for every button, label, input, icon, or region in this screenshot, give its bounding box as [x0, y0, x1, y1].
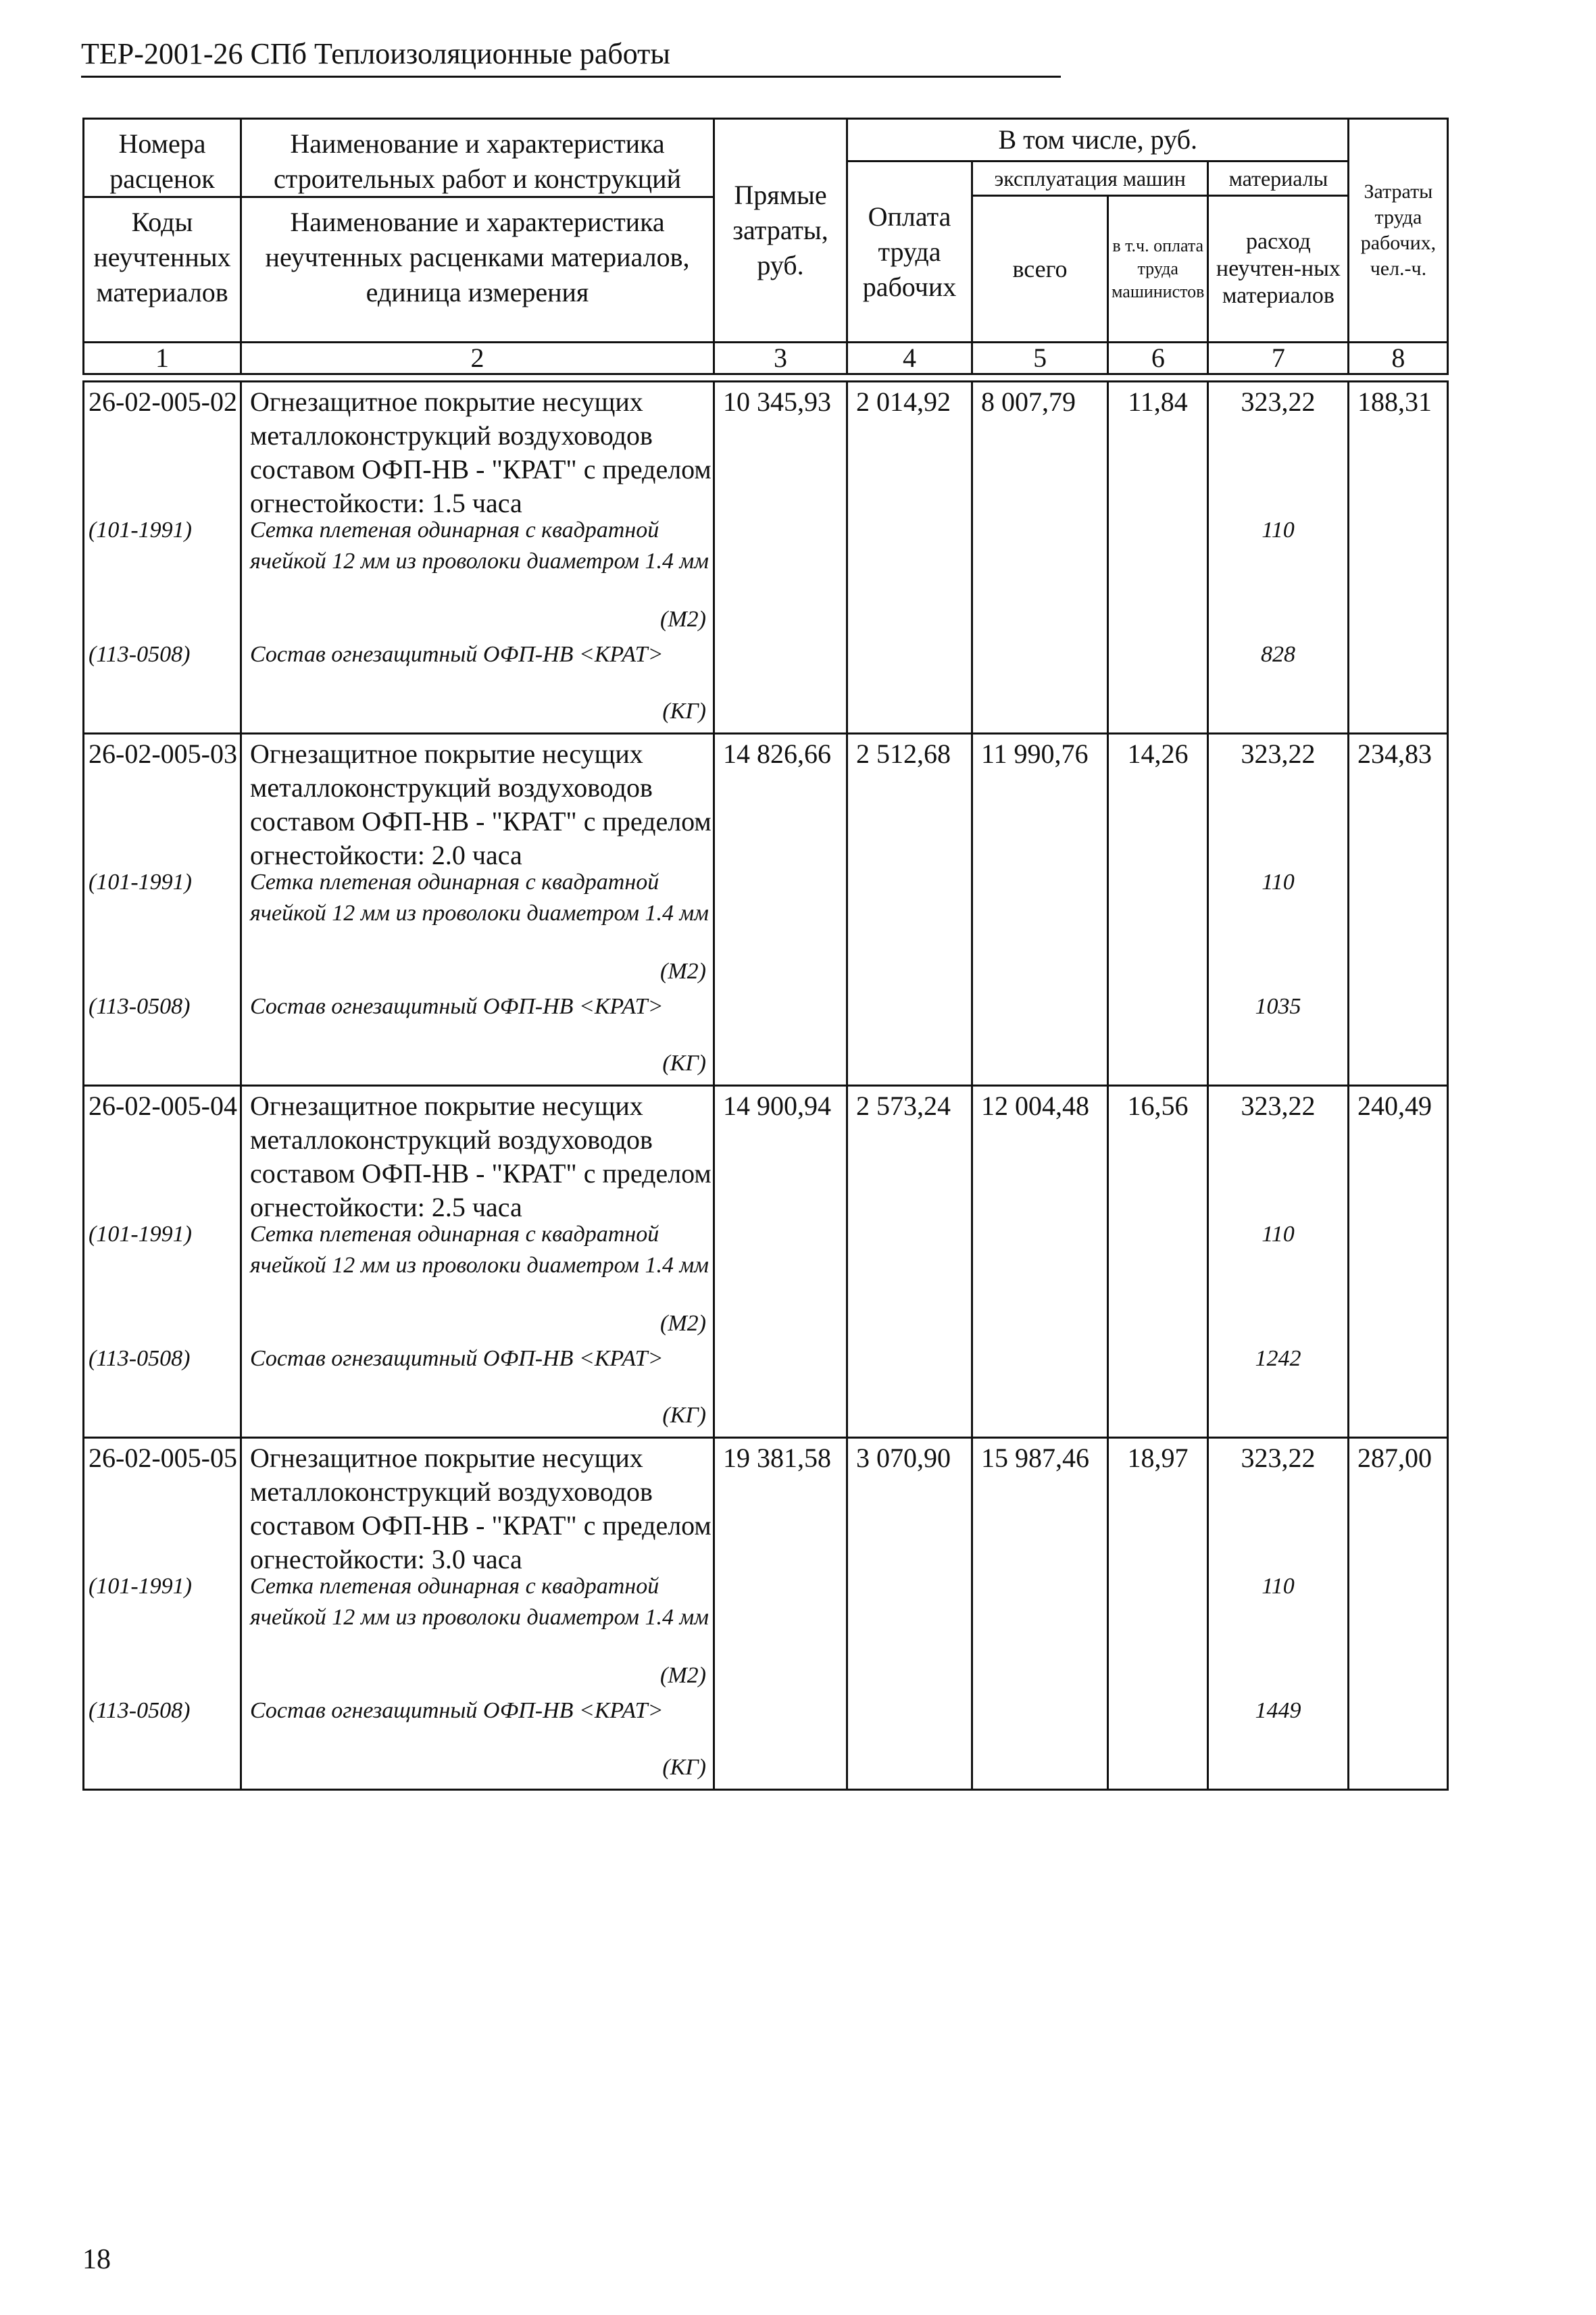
code-cell: [84, 734, 241, 1086]
material-qty: 1449: [1255, 1698, 1301, 1723]
labor-hours-cell: [1349, 734, 1448, 1086]
code-cell: [84, 382, 241, 734]
materials-cost: 323,22: [1241, 1443, 1316, 1473]
material-name: Состав огнезащитный ОФП-НВ <КРАТ>: [250, 994, 664, 1019]
material-unit: (КГ): [662, 1755, 706, 1780]
labor-hours: 188,31: [1357, 387, 1432, 417]
header-number-7: 7: [1208, 343, 1349, 374]
machinists-pay: 11,84: [1128, 387, 1188, 417]
machinists-pay: 18,97: [1127, 1443, 1189, 1473]
material-name: Состав огнезащитный ОФП-НВ <КРАТ>: [250, 1346, 664, 1371]
machinists-pay: 16,56: [1127, 1091, 1189, 1121]
material-qty: 1242: [1255, 1346, 1301, 1371]
table-row: [84, 1086, 1448, 1438]
labor-hours: 234,83: [1357, 739, 1432, 769]
material-name: Сетка плетеная одинарная с квадратной ячейкой 12 мм из проволоки диаметром 1.4 мм: [250, 1574, 709, 1630]
labor-pay-cell: [847, 382, 972, 734]
machines-total: 11 990,76: [981, 739, 1089, 769]
header-col2-bottom: Наименование и характеристика неучтенных расценками материалов, единица измерения: [265, 207, 690, 307]
material-code: (113-0508): [89, 994, 191, 1019]
labor-hours-cell: [1349, 1438, 1448, 1790]
machines-total: 15 987,46: [981, 1443, 1089, 1473]
machines-total-cell: [972, 734, 1108, 1086]
machinists-pay-cell: [1108, 1086, 1208, 1438]
header-group-label: В том числе, руб.: [847, 119, 1349, 161]
header-materials: [1208, 161, 1349, 343]
machinists-pay-cell: [1108, 734, 1208, 1086]
material-name: Состав огнезащитный ОФП-НВ <КРАТ>: [250, 1698, 664, 1723]
material-name: Сетка плетеная одинарная с квадратной ячейкой 12 мм из проволоки диаметром 1.4 мм: [250, 870, 709, 926]
name-cell: [241, 734, 714, 1086]
direct-costs-cell: [714, 1438, 847, 1790]
materials-cost-cell: [1208, 382, 1349, 734]
machinists-pay-cell: [1108, 1438, 1208, 1790]
material-code: (101-1991): [89, 1574, 192, 1599]
header-col6: в т.ч. оплата труда машинистов: [1112, 236, 1205, 301]
header-machines: [972, 161, 1208, 343]
work-name: Огнезащитное покрытие несущих металлоконструкций воздуховодов составом ОФП-НВ - "КРАТ" с пределом огнестойкости: 3.0 часа: [250, 1443, 712, 1574]
material-unit: (КГ): [662, 1403, 706, 1428]
material-code: (113-0508): [89, 1346, 191, 1371]
labor-pay-cell: [847, 1086, 972, 1438]
table-row: [84, 734, 1448, 1086]
material-code: (101-1991): [89, 518, 192, 543]
labor-pay: 2 573,24: [856, 1091, 951, 1121]
materials-cost: 323,22: [1241, 1091, 1316, 1121]
code-cell: [84, 1438, 241, 1790]
material-code: (101-1991): [89, 870, 192, 895]
rate-code: 26-02-005-03: [89, 739, 237, 769]
machines-total-cell: [972, 1438, 1108, 1790]
material-unit: (КГ): [662, 699, 706, 724]
direct-costs-cell: [714, 734, 847, 1086]
direct-costs: 14 900,94: [723, 1091, 831, 1121]
rate-code: 26-02-005-05: [89, 1443, 237, 1473]
material-unit: (М2): [660, 1663, 706, 1688]
header-col2: [241, 119, 714, 343]
work-name: Огнезащитное покрытие несущих металлоконструкций воздуховодов составом ОФП-НВ - "КРАТ" с пределом огнестойкости: 2.5 часа: [250, 1091, 712, 1222]
materials-cost-cell: [1208, 1438, 1349, 1790]
rate-code: 26-02-005-04: [89, 1091, 237, 1121]
labor-hours-cell: [1349, 382, 1448, 734]
name-cell: [241, 1438, 714, 1790]
header-col7: расход неучтен-ных материалов: [1216, 229, 1341, 308]
title-underline: [81, 76, 1061, 78]
work-name: Огнезащитное покрытие несущих металлоконструкций воздуховодов составом ОФП-НВ - "КРАТ" с пределом огнестойкости: 2.0 часа: [250, 739, 712, 870]
labor-pay-cell: [847, 734, 972, 1086]
direct-costs: 10 345,93: [723, 387, 831, 417]
material-code: (113-0508): [89, 1698, 191, 1723]
machines-total: 12 004,48: [981, 1091, 1089, 1121]
material-name: Состав огнезащитный ОФП-НВ <КРАТ>: [250, 642, 664, 667]
header-col1-top: Номера расценок: [84, 120, 240, 198]
material-qty: 1035: [1255, 994, 1301, 1019]
work-name: Огнезащитное покрытие несущих металлоконструкций воздуховодов составом ОФП-НВ - "КРАТ" с пределом огнестойкости: 1.5 часа: [250, 387, 712, 518]
header-number-3: 3: [714, 343, 847, 374]
labor-hours: 287,00: [1357, 1443, 1432, 1473]
material-code: (113-0508): [89, 642, 191, 667]
header-number-2: 2: [241, 343, 714, 374]
header-col4: Оплата труда рабочих: [847, 161, 972, 343]
header-number-4: 4: [847, 343, 972, 374]
name-cell: [241, 382, 714, 734]
header-col8: Затраты труда рабочих, чел.-ч.: [1349, 119, 1448, 343]
material-unit: (М2): [660, 607, 706, 632]
header-materials-label: материалы: [1209, 162, 1347, 197]
header-col1-bottom: Коды неучтенных материалов: [93, 207, 231, 307]
header-number-1: 1: [84, 343, 241, 374]
rates-table: [82, 380, 1449, 1791]
page-number: 18: [82, 2244, 111, 2275]
material-name: Сетка плетеная одинарная с квадратной ячейкой 12 мм из проволоки диаметром 1.4 мм: [250, 1222, 709, 1278]
direct-costs: 14 826,66: [723, 739, 831, 769]
machines-total-cell: [972, 1086, 1108, 1438]
materials-cost-cell: [1208, 734, 1349, 1086]
header-number-6: 6: [1108, 343, 1208, 374]
labor-pay: 2 512,68: [856, 739, 951, 769]
material-unit: (М2): [660, 1311, 706, 1336]
machinists-pay: 14,26: [1127, 739, 1189, 769]
machinists-pay-cell: [1108, 382, 1208, 734]
direct-costs: 19 381,58: [723, 1443, 831, 1473]
table-row: [84, 382, 1448, 734]
material-qty: 110: [1262, 870, 1295, 895]
header-number-5: 5: [972, 343, 1108, 374]
material-qty: 110: [1262, 1574, 1295, 1599]
material-code: (101-1991): [89, 1222, 192, 1247]
direct-costs-cell: [714, 382, 847, 734]
materials-cost: 323,22: [1241, 387, 1316, 417]
name-cell: [241, 1086, 714, 1438]
labor-pay: 3 070,90: [856, 1443, 951, 1473]
material-qty: 828: [1261, 642, 1295, 667]
header-col1: [84, 119, 241, 343]
labor-pay: 2 014,92: [856, 387, 951, 417]
header-number-8: 8: [1349, 343, 1448, 374]
labor-hours-cell: [1349, 1086, 1448, 1438]
machines-total: 8 007,79: [981, 387, 1076, 417]
material-qty: 110: [1262, 1222, 1295, 1247]
header-col3: Прямые затраты, руб.: [714, 119, 847, 343]
material-unit: (М2): [660, 959, 706, 984]
table-row: [84, 1438, 1448, 1790]
header-machines-label: эксплуатация машин: [973, 162, 1207, 197]
code-cell: [84, 1086, 241, 1438]
direct-costs-cell: [714, 1086, 847, 1438]
rate-code: 26-02-005-02: [89, 387, 237, 417]
material-qty: 110: [1262, 518, 1295, 543]
material-unit: (КГ): [662, 1051, 706, 1076]
document-title: ТЕР-2001-26 СПб Теплоизоляционные работы: [81, 37, 670, 70]
labor-hours: 240,49: [1357, 1091, 1432, 1121]
labor-pay-cell: [847, 1438, 972, 1790]
materials-cost: 323,22: [1241, 739, 1316, 769]
header-col5: всего: [973, 197, 1109, 341]
material-name: Сетка плетеная одинарная с квадратной ячейкой 12 мм из проволоки диаметром 1.4 мм: [250, 518, 709, 574]
machines-total-cell: [972, 382, 1108, 734]
materials-cost-cell: [1208, 1086, 1349, 1438]
table-header: [82, 118, 1449, 375]
header-col2-top: Наименование и характеристика строительных работ и конструкций: [242, 120, 713, 198]
